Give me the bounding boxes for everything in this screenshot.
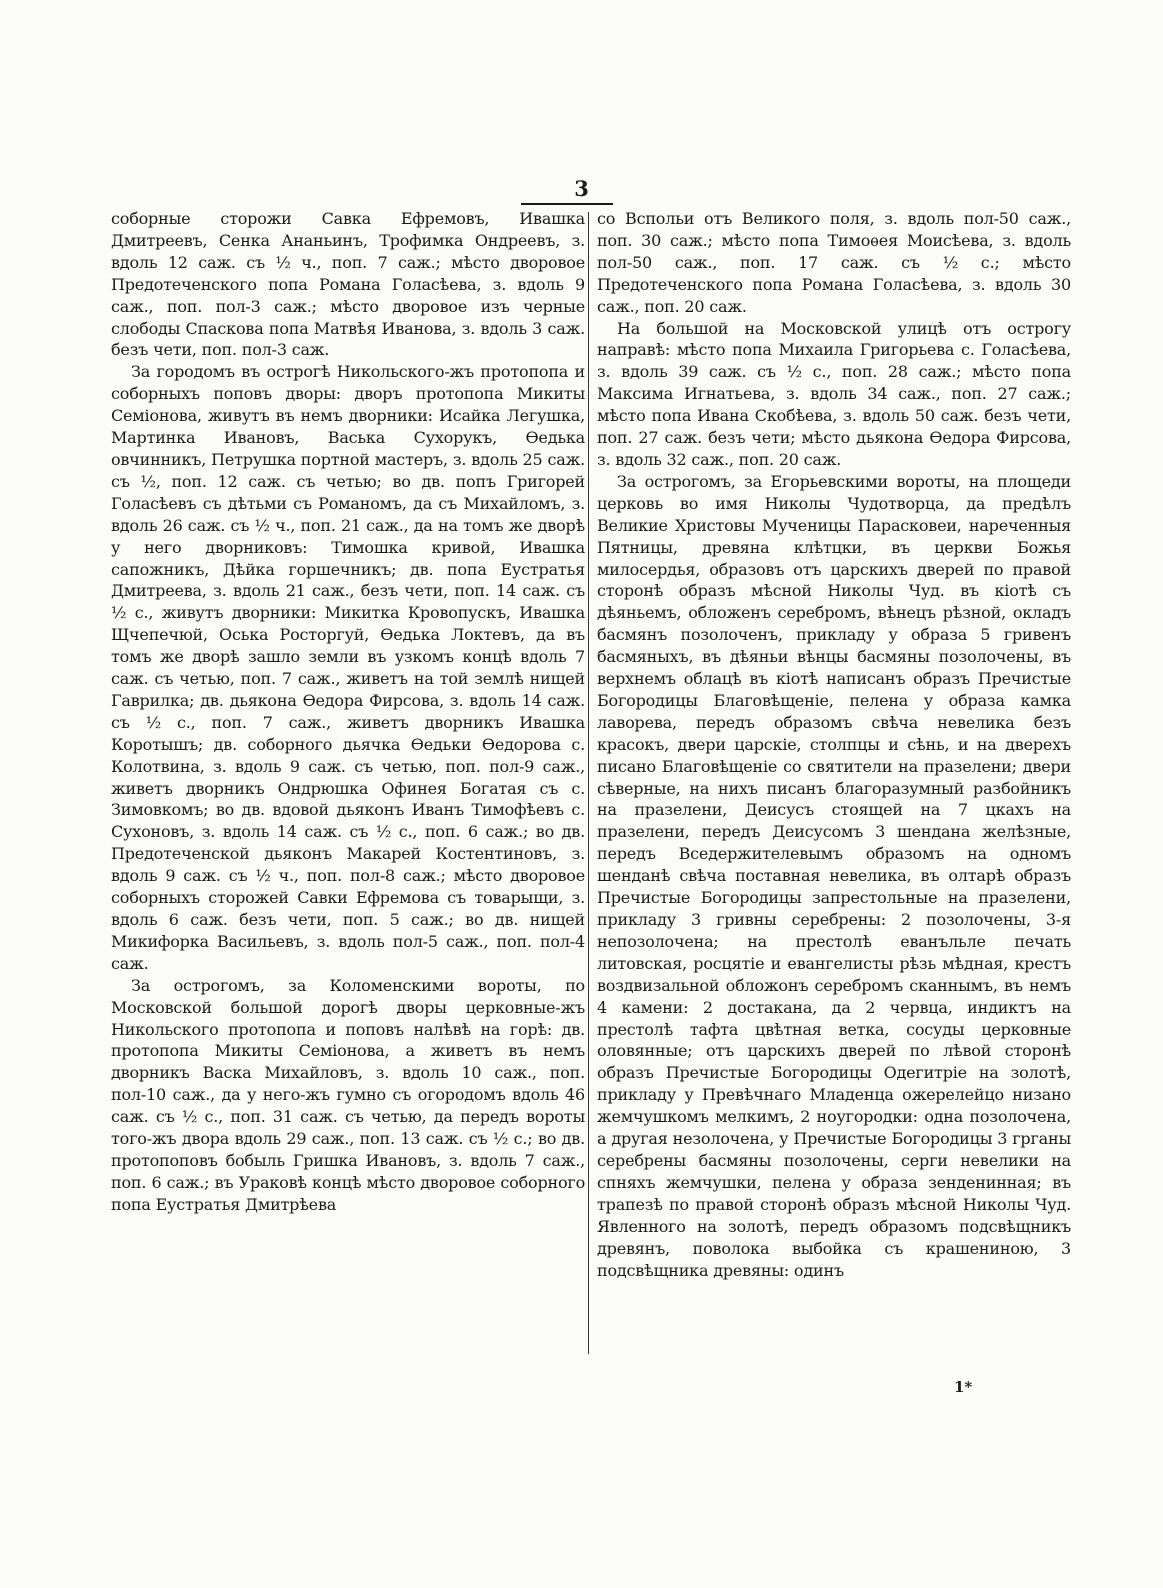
- page-number: 3: [574, 176, 589, 201]
- paragraph: За городомъ въ острогѣ Никольского-жъ протопопа и соборныхъ поповъ дворы: дворъ протопопа Микиты Семіонова, живутъ въ немъ дворники: Исайка Легушка, Мартинка Ивановъ, Васька Сухорукъ, Ѳедька овчинникъ, Петрушка портной мастеръ, з. вдоль 25 саж. съ ½, поп. 12 саж. съ четью; во дв. попъ Григорей Голасѣевъ съ дѣтьми съ Романомъ, да съ Михайломъ, з. вдоль 26 саж. съ ½ ч., поп. 21 саж., да на томъ же дворѣ у него дворниковъ: Тимошка кривой, Ивашка сапожникъ, Дѣйка горшечникъ; дв. попа Еустратья Дмитреева, з. вдоль 21 саж., безъ чети, поп. 14 саж. съ ½ с., живутъ дворники: Микитка Кровопускъ, Ивашка Щчепечюй, Оська Росторгуй, Ѳедька Локтевъ, да въ томъ же дворѣ зашло земли въ узкомъ концѣ вдоль 7 саж. съ четью, поп. 7 саж., живетъ на той землѣ нищей Гаврилка; дв. дьякона Ѳедора Фирсова, з. вдоль 14 саж. съ ½ с., поп. 7 саж., живетъ дворникъ Ивашка Коротышъ; дв. соборного дьячка Ѳедьки Ѳедорова с. Колотвина, з. вдоль 9 саж. съ четью, поп. пол-9 саж., живетъ дворникъ Ондрюшка Офинея Богатая съ с. Зимовкомъ; во дв. вдовой дьяконъ Иванъ Тимофѣевъ с. Сухоновъ, з. вдоль 14 саж. съ ½ с., поп. 6 саж.; во дв. Предотеченской дьяконъ Макарей Костентиновъ, з. вдоль 9 саж. съ ½ ч., поп. пол-8 саж.; мѣсто дворовое соборныхъ сторожей Савки Ефремова съ товарыщи, з. вдоль 6 саж. безъ чети, поп. 5 саж.; во дв. нищей Микифорка Васильевъ, з. вдоль пол-5 саж., поп. пол-4 саж.: [111, 362, 585, 973]
- paragraph: соборные сторожи Савка Ефремовъ, Ивашка Дмитреевъ, Сенка Ананьинъ, Трофимка Ондреевъ, з. вдоль 12 саж. съ ½ ч., поп. 7 саж.; мѣсто дворовое Предотеченского попа Романа Голасѣева, з. вдоль 9 саж., поп. пол-3 саж.; мѣсто дворовое изъ черные слободы Спаскова попа Матвѣя Иванова, з. вдоль 3 саж. безъ чети, поп. пол-3 саж.: [111, 209, 585, 360]
- left-column: [111, 208, 585, 1216]
- header-rule: [521, 203, 613, 205]
- paragraph: со Вспольи отъ Великого поля, з. вдоль пол-50 саж., поп. 30 саж.; мѣсто попа Тимоѳея Моисѣева, з. вдоль пол-50 саж., поп. 17 саж. съ ½ с.; мѣсто Предотеченского попа Романа Голасѣева, з. вдоль 30 саж., поп. 20 саж.: [597, 209, 1071, 316]
- column-divider: [588, 212, 589, 1354]
- right-column: [597, 208, 1071, 1281]
- signature-mark: 1*: [954, 1378, 973, 1396]
- paragraph: За острогомъ, за Егорьевскими вороты, на площеди церковь во имя Николы Чудотворца, да предѣлъ Великие Христовы Мученицы Парасковеи, нареченныя Пятницы, древяна клѣтцки, въ церкви Божья милосердья, образовъ отъ царскихъ дверей по правой сторонѣ образъ мѣсной Николы Чуд. въ кіотѣ съ дѣяньемъ, обложенъ серебромъ, вѣнецъ рѣзной, окладъ басмянъ позолоченъ, прикладу у образа 5 гривенъ басмяныхъ, въ дѣяньи вѣнцы басмяны позолочены, въ верхнемъ облацѣ въ кіотѣ написанъ образъ Пречистые Богородицы Благовѣщеніе, пелена у образа камка лаворева, передъ образомъ свѣча невелика безъ красокъ, двери царскіе, столпцы и сѣнь, и на дверехъ писано Благовѣщеніе со святители на празелени; двери сѣверные, на нихъ писанъ благоразумный разбойникъ на празелени, Деисусъ стоящей на 7 цкахъ на празелени, передъ Деисусомъ 3 шендана желѣзные, передъ Вседержителевымъ образомъ на одномъ шенданѣ свѣча поставная невелика, въ олтарѣ образъ Пречистые Богородицы запрестольные на празелени, прикладу 3 гривны серебрены: 2 позолочены, 3-я непозолочена; на престолѣ еванъльле печать литовская, росцятіе и евангелисты рѣзь мѣдная, крестъ воздвизальной обложонъ серебромъ сканнымъ, въ немъ 4 камени: 2 достакана, да 2 червца, индиктъ на престолѣ тафта цвѣтная ветка, сосуды церковные оловянные; отъ царскихъ дверей по лѣвой сторонѣ образъ Пречистые Богородицы Одегитріе на золотѣ, прикладу у Превѣчнаго Младенца ожерелейцо низано жемчушкомъ мелкимъ, 2 ноугородки: одна позолочена, а другая незолочена, у Пречистые Богородицы 3 грганы серебрены басмяны позолочены, серги невелики на спняхъ жемчушки, пелена у образа зенденинная; въ трапезѣ по правой сторонѣ образъ мѣсной Николы Чуд. Явленного на золотѣ, передъ образомъ подсвѣщникъ древянъ, поволока выбойка съ крашениною, 3 подсвѣщника древяны: одинъ: [597, 471, 1071, 1280]
- paragraph: За острогомъ, за Коломенскими вороты, по Московской большой дорогѣ дворы церковные-жъ Никольского протопопа и поповъ налѣвѣ на горѣ: дв. протопопа Микиты Семіонова, а живетъ въ немъ дворникъ Васка Михайловъ, з. вдоль 10 саж., поп. пол-10 саж., да у него-жъ гумно съ огородомъ вдоль 46 саж. съ ½ с., поп. 31 саж. съ четью, да передъ вороты того-жъ двора вдоль 29 саж., поп. 13 саж. съ ½ с.; во дв. протопоповъ бобыль Гришка Ивановъ, з. вдоль 7 саж., поп. 6 саж.; въ Ураковѣ концѣ мѣсто дворовое соборного попа Еустратья Дмитрѣева: [111, 975, 585, 1214]
- paragraph: На большой на Московской улицѣ отъ острогу направѣ: мѣсто попа Михаила Григорьева с. Голасѣева, з. вдоль 39 саж. съ ½ с., поп. 28 саж.; мѣсто попа Максима Игнатьева, з. вдоль 34 саж., поп. 27 саж.; мѣсто попа Ивана Скобѣева, з. вдоль 50 саж. безъ чети, поп. 27 саж. безъ чети; мѣсто дьякона Ѳедора Фирсова, з. вдоль 32 саж., поп. 20 саж.: [597, 318, 1071, 469]
